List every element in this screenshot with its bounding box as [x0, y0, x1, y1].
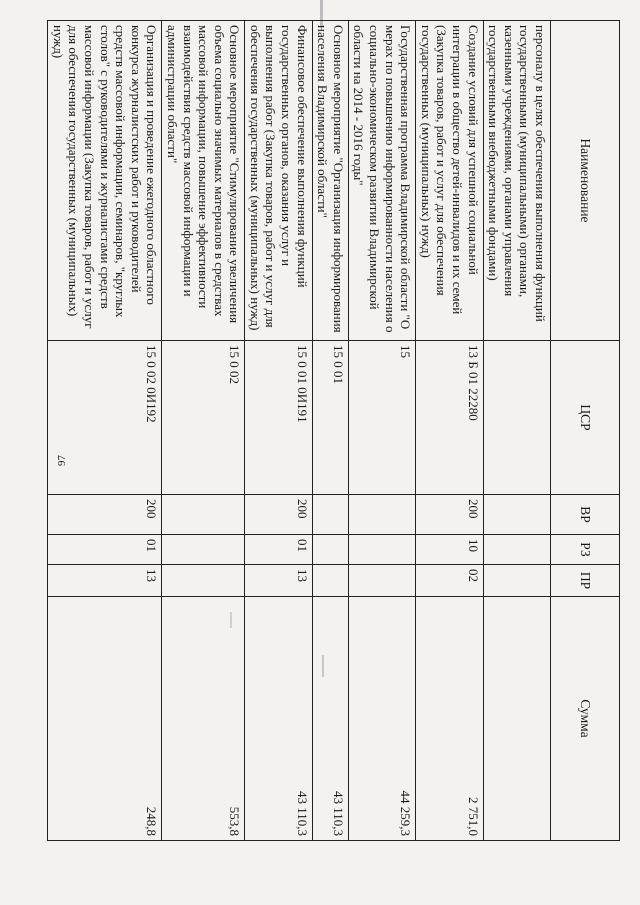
table-row	[348, 21, 415, 841]
table-row	[48, 21, 162, 841]
header-rz: РЗ	[551, 535, 620, 565]
cell-name: Государственная программа Владимирской области "О мерах по повышению информированности населения о социально-экономическом развитии Владимирской области на 2014 - 2016 годы"	[348, 21, 415, 341]
cell-rz: 01	[245, 535, 312, 565]
cell-vr: 200	[245, 495, 312, 535]
page-number: 97	[56, 455, 68, 466]
cell-csr: 15 0 01 0И191	[245, 341, 312, 495]
cell-rz	[348, 535, 415, 565]
header-pr: ПР	[551, 565, 620, 597]
cell-csr	[483, 341, 550, 495]
cell-pr	[348, 565, 415, 597]
cell-sum: 43 110,3	[312, 597, 348, 841]
cell-pr	[312, 565, 348, 597]
table-row	[312, 21, 348, 841]
header-csr: ЦСР	[551, 341, 620, 495]
cell-vr: 200	[416, 495, 483, 535]
cell-pr: 02	[416, 565, 483, 597]
cell-pr: 13	[48, 565, 162, 597]
table-row	[245, 21, 312, 841]
cell-csr: 15 0 02 0И192	[48, 341, 162, 495]
table-row	[416, 21, 483, 841]
table-row	[483, 21, 550, 841]
cell-rz	[483, 535, 550, 565]
cell-sum: 44 259,3	[348, 597, 415, 841]
cell-sum: 553,8	[162, 597, 245, 841]
cell-name: персоналу в целях обеспечения выполнения функций государственными (муниципальными) органами, казенными учреждениями, органами управления государственными внебюджетными фондами)	[483, 21, 550, 341]
cell-vr	[483, 495, 550, 535]
cell-sum	[483, 597, 550, 841]
cell-vr: 200	[48, 495, 162, 535]
cell-sum: 248,8	[48, 597, 162, 841]
cell-sum: 43 110,3	[245, 597, 312, 841]
header-vr: ВР	[551, 495, 620, 535]
table-row	[162, 21, 245, 841]
table-header-row	[551, 21, 620, 841]
cell-vr	[162, 495, 245, 535]
cell-csr: 15 0 01	[312, 341, 348, 495]
cell-csr: 15	[348, 341, 415, 495]
cell-vr	[312, 495, 348, 535]
cell-name: Организация и проведение ежегодного областного конкурса журналистских работ и руководителей средств массовой информации, семинаров, "круглых столов" с руководителями и журналистами средств массовой информации (Закупка товаров, работ и услуг для обеспечения государственных (муниципальных) нужд)	[48, 21, 162, 341]
cell-csr: 13 Б 01 22280	[416, 341, 483, 495]
cell-pr	[483, 565, 550, 597]
budget-table	[47, 20, 620, 841]
cell-rz: 01	[48, 535, 162, 565]
cell-name: Основное мероприятие "Организация информирования населения Владимирской области"	[312, 21, 348, 341]
cell-rz	[312, 535, 348, 565]
cell-pr	[162, 565, 245, 597]
cell-name: Основное мероприятие "Стимулирование увеличения объема социально значимых материалов в средствах массовой информации, повышение эффективности взаимодействия средств массовой информации и администрации области"	[162, 21, 245, 341]
cell-name: Финансовое обеспечение выполнения функций государственных органов, оказания услуг и выполнения работ (Закупка товаров, работ и услуг для обеспечения государственных (муниципальных) нужд)	[245, 21, 312, 341]
header-sum: Сумма	[551, 597, 620, 841]
cell-csr: 15 0 02	[162, 341, 245, 495]
cell-vr	[348, 495, 415, 535]
cell-sum: 2 751,0	[416, 597, 483, 841]
cell-rz	[162, 535, 245, 565]
cell-pr: 13	[245, 565, 312, 597]
header-name: Наименование	[551, 21, 620, 341]
cell-name: Создание условий для успешной социальной интеграции в общество детей-инвалидов и их семей (Закупка товаров, работ и услуг для обеспечения государственных (муниципальных) нужд)	[416, 21, 483, 341]
cell-rz: 10	[416, 535, 483, 565]
